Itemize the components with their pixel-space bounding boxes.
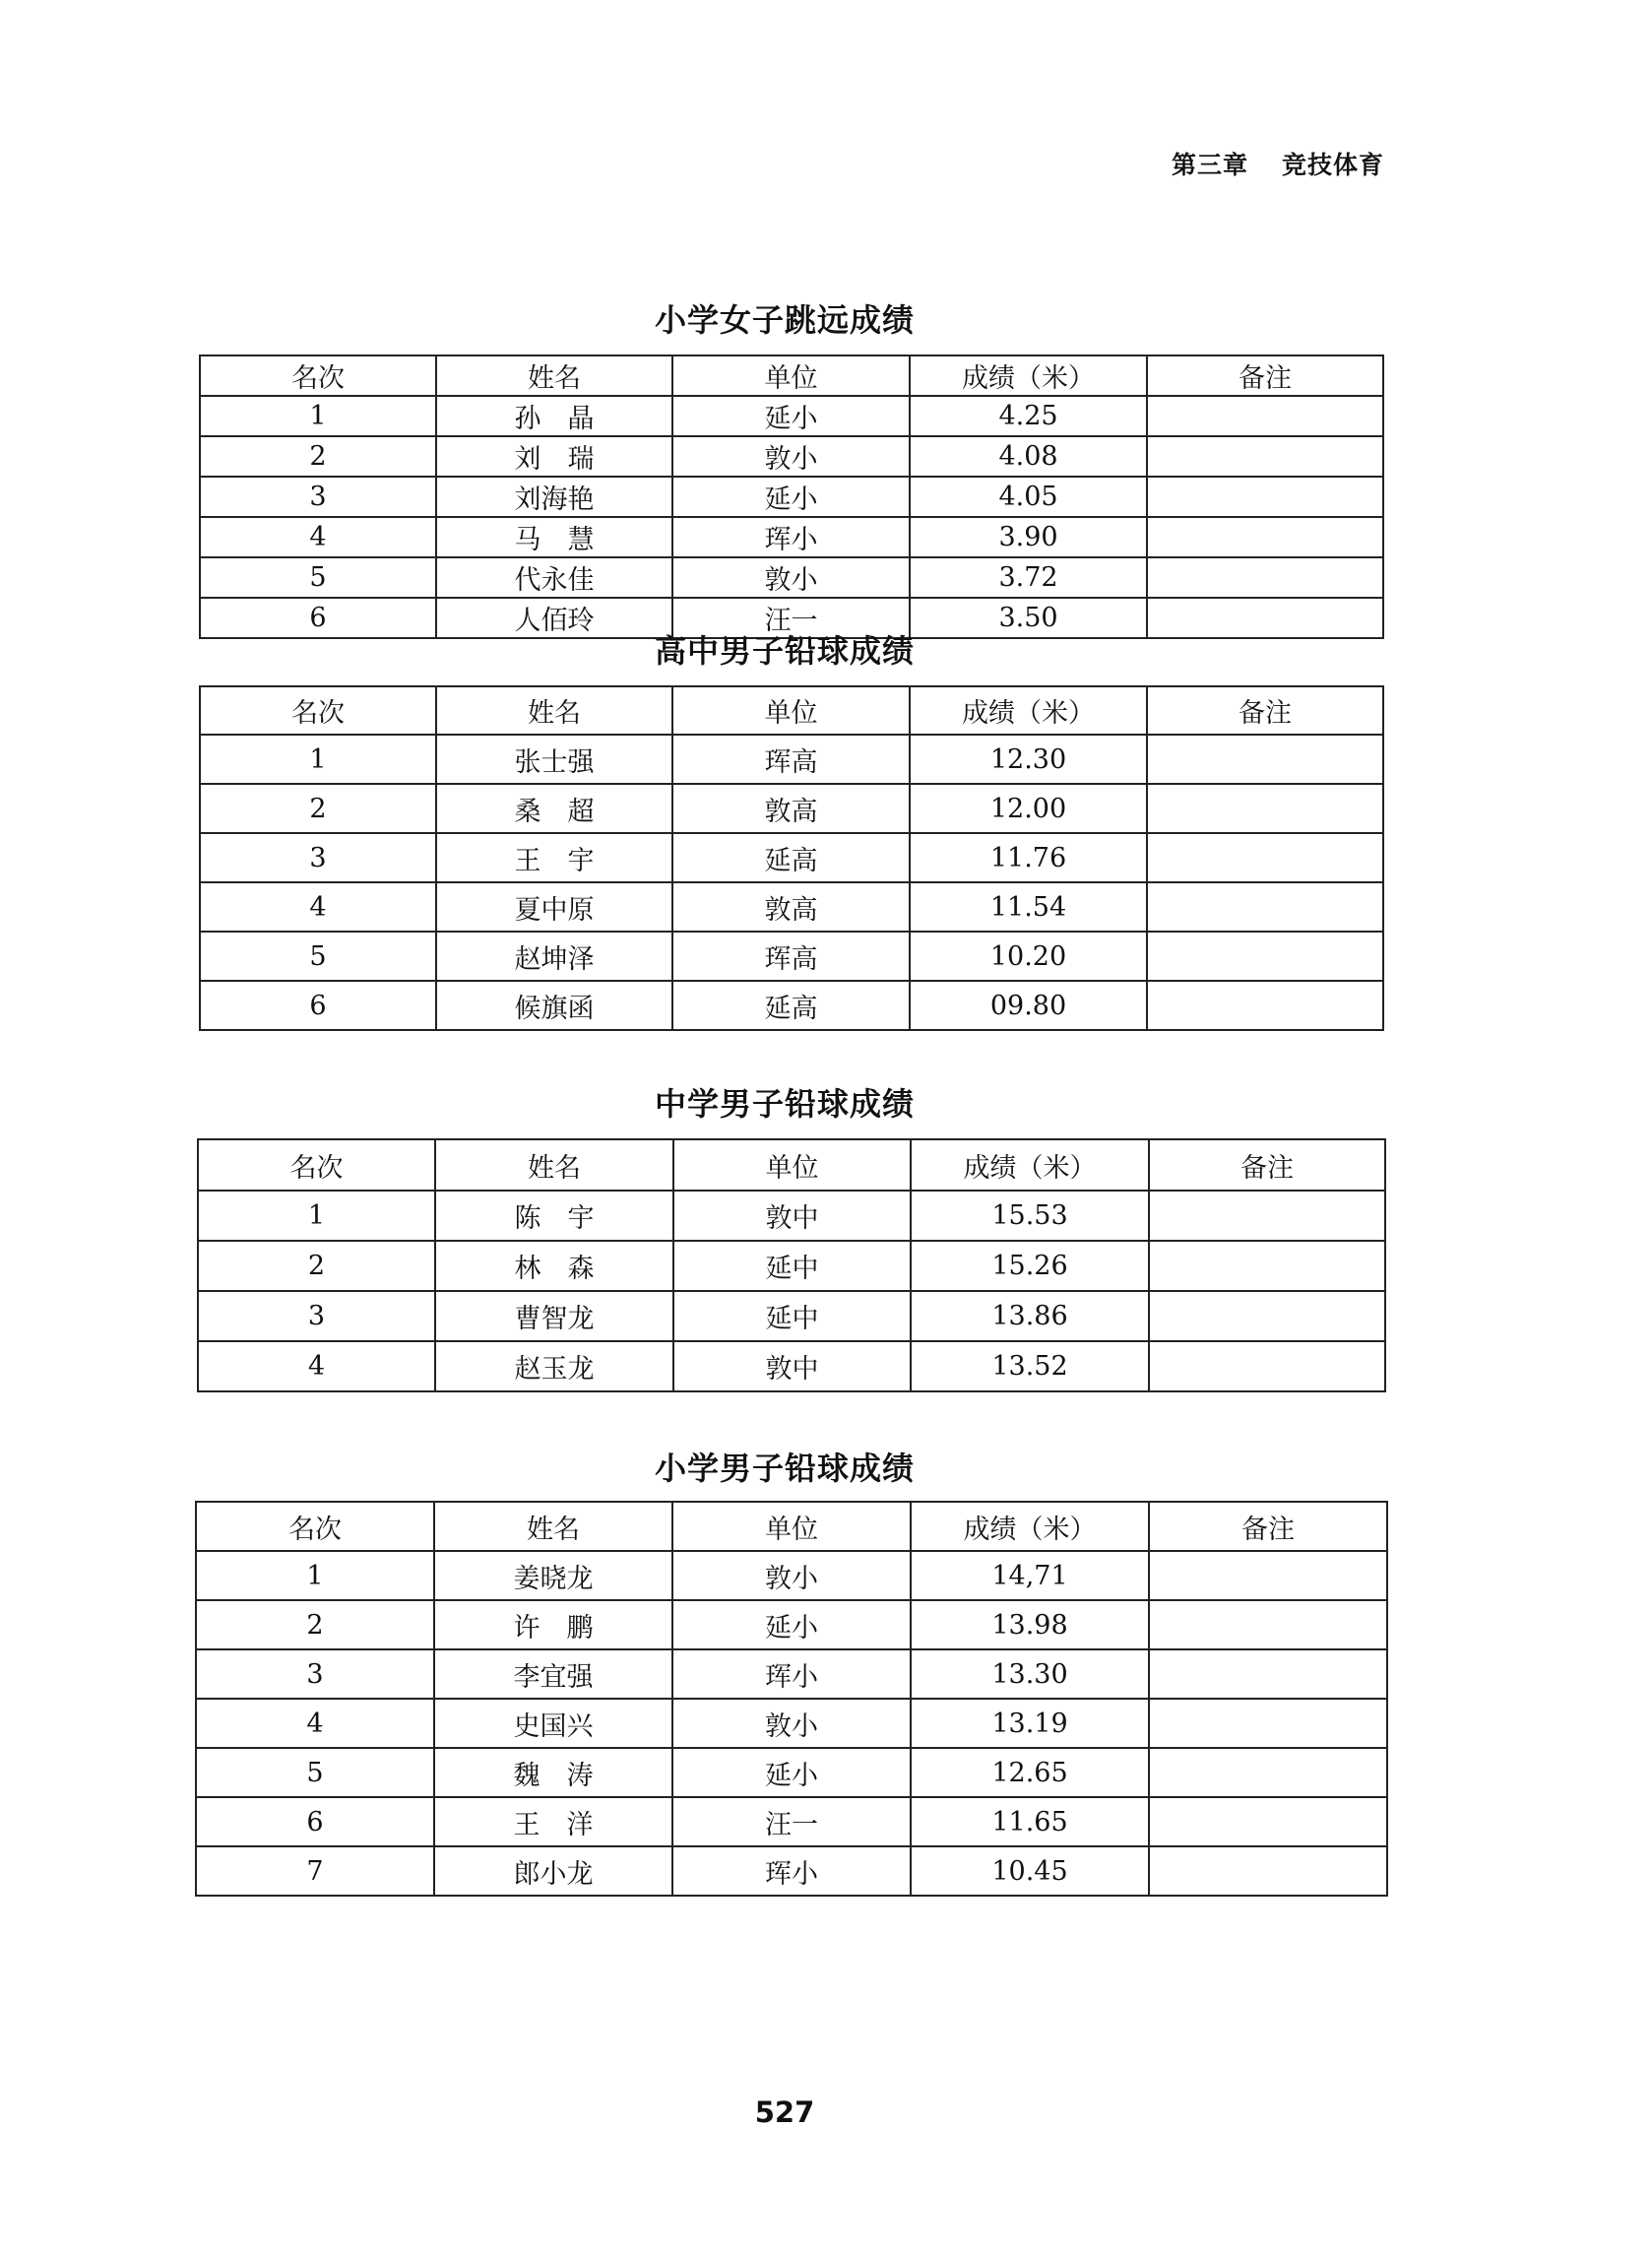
table-row — [196, 1649, 1387, 1699]
rank-cell: 3 — [196, 1649, 434, 1699]
column-header: 姓名 — [434, 1502, 672, 1551]
table-row — [198, 1241, 1385, 1291]
score-cell: 12.30 — [910, 735, 1147, 784]
column-header: 备注 — [1147, 686, 1383, 735]
page-number: 527 — [754, 2096, 815, 2129]
remarks-cell — [1147, 735, 1383, 784]
remarks-cell — [1149, 1846, 1387, 1896]
column-header: 成绩（米） — [911, 1502, 1149, 1551]
rank-cell: 5 — [200, 932, 436, 981]
unit-cell: 珲小 — [672, 1846, 911, 1896]
remarks-cell — [1149, 1649, 1387, 1699]
remarks-cell — [1149, 1600, 1387, 1649]
remarks-cell — [1149, 1551, 1387, 1600]
table-row — [196, 1600, 1387, 1649]
table-row — [198, 1341, 1385, 1391]
name-cell: 桑 超 — [436, 784, 672, 833]
score-cell: 11.76 — [910, 833, 1147, 882]
section-label: 竞技体育 — [1282, 151, 1385, 179]
column-header: 成绩（米） — [911, 1139, 1149, 1191]
results-table-3 — [197, 1138, 1386, 1392]
results-table-2 — [199, 685, 1384, 1031]
remarks-cell — [1147, 833, 1383, 882]
table-row — [196, 1846, 1387, 1896]
unit-cell: 珲高 — [672, 932, 910, 981]
score-cell: 4.05 — [910, 477, 1147, 517]
name-cell: 赵坤泽 — [436, 932, 672, 981]
table-row — [198, 1191, 1385, 1241]
name-cell: 李宜强 — [434, 1649, 672, 1699]
table-row — [200, 981, 1383, 1030]
name-cell: 林 森 — [435, 1241, 673, 1291]
score-cell: 10.45 — [911, 1846, 1149, 1896]
results-table-1 — [199, 355, 1384, 639]
table-row — [200, 735, 1383, 784]
rank-cell: 6 — [200, 598, 436, 638]
column-header: 姓名 — [436, 355, 672, 396]
unit-cell: 延高 — [672, 833, 910, 882]
table-header-row — [196, 1502, 1387, 1551]
table-row — [200, 557, 1383, 598]
table-row — [200, 833, 1383, 882]
column-header: 名次 — [196, 1502, 434, 1551]
unit-cell: 延小 — [672, 1600, 911, 1649]
score-cell: 13.19 — [911, 1699, 1149, 1748]
unit-cell: 敦小 — [672, 557, 910, 598]
unit-cell: 汪一 — [672, 1797, 911, 1846]
table-row — [196, 1797, 1387, 1846]
unit-cell: 汪一 — [672, 598, 910, 638]
rank-cell: 5 — [200, 557, 436, 598]
score-cell: 13.30 — [911, 1649, 1149, 1699]
name-cell: 史国兴 — [434, 1699, 672, 1748]
name-cell: 张士强 — [436, 735, 672, 784]
rank-cell: 3 — [200, 833, 436, 882]
name-cell: 曹智龙 — [435, 1291, 673, 1341]
unit-cell: 珲高 — [672, 735, 910, 784]
score-cell: 3.50 — [910, 598, 1147, 638]
remarks-cell — [1147, 557, 1383, 598]
table-title: 小学女子跳远成绩 — [654, 301, 915, 339]
column-header: 备注 — [1147, 355, 1383, 396]
table-row — [200, 932, 1383, 981]
score-cell: 4.08 — [910, 436, 1147, 477]
name-cell: 赵玉龙 — [435, 1341, 673, 1391]
table-row — [196, 1748, 1387, 1797]
score-cell: 3.72 — [910, 557, 1147, 598]
column-header: 姓名 — [435, 1139, 673, 1191]
column-header: 名次 — [200, 355, 436, 396]
remarks-cell — [1149, 1699, 1387, 1748]
column-header: 成绩（米） — [910, 686, 1147, 735]
name-cell: 刘 瑞 — [436, 436, 672, 477]
rank-cell: 1 — [198, 1191, 435, 1241]
remarks-cell — [1149, 1797, 1387, 1846]
rank-cell: 2 — [200, 436, 436, 477]
remarks-cell — [1147, 396, 1383, 436]
table-row — [200, 882, 1383, 932]
rank-cell: 1 — [200, 735, 436, 784]
column-header: 单位 — [672, 355, 910, 396]
table-header-row — [200, 355, 1383, 396]
name-cell: 刘海艳 — [436, 477, 672, 517]
name-cell: 魏 涛 — [434, 1748, 672, 1797]
table-row — [200, 436, 1383, 477]
name-cell: 王 宇 — [436, 833, 672, 882]
column-header: 成绩（米） — [910, 355, 1147, 396]
column-header: 名次 — [198, 1139, 435, 1191]
column-header: 备注 — [1149, 1139, 1385, 1191]
name-cell: 姜晓龙 — [434, 1551, 672, 1600]
table-row — [200, 784, 1383, 833]
remarks-cell — [1149, 1291, 1385, 1341]
remarks-cell — [1147, 882, 1383, 932]
score-cell: 12.65 — [911, 1748, 1149, 1797]
score-cell: 10.20 — [910, 932, 1147, 981]
table-title: 高中男子铅球成绩 — [654, 632, 915, 670]
name-cell: 夏中原 — [436, 882, 672, 932]
remarks-cell — [1147, 477, 1383, 517]
remarks-cell — [1147, 981, 1383, 1030]
rank-cell: 4 — [200, 517, 436, 557]
rank-cell: 1 — [196, 1551, 434, 1600]
remarks-cell — [1149, 1241, 1385, 1291]
rank-cell: 2 — [200, 784, 436, 833]
table-header-row — [200, 686, 1383, 735]
table-row — [200, 517, 1383, 557]
name-cell: 人佰玲 — [436, 598, 672, 638]
score-cell: 11.65 — [911, 1797, 1149, 1846]
score-cell: 13.52 — [911, 1341, 1149, 1391]
name-cell: 候旗函 — [436, 981, 672, 1030]
table-row — [198, 1291, 1385, 1341]
table-title: 小学男子铅球成绩 — [654, 1450, 915, 1487]
remarks-cell — [1147, 932, 1383, 981]
unit-cell: 敦小 — [672, 436, 910, 477]
chapter-label: 第三章 — [1172, 151, 1249, 179]
unit-cell: 珲小 — [672, 1649, 911, 1699]
score-cell: 13.86 — [911, 1291, 1149, 1341]
table-row — [200, 396, 1383, 436]
rank-cell: 2 — [198, 1241, 435, 1291]
column-header: 单位 — [673, 1139, 911, 1191]
table-row — [200, 477, 1383, 517]
unit-cell: 延小 — [672, 1748, 911, 1797]
remarks-cell — [1147, 784, 1383, 833]
column-header: 单位 — [672, 1502, 911, 1551]
results-table-4 — [195, 1501, 1388, 1897]
table-row — [196, 1699, 1387, 1748]
name-cell: 王 洋 — [434, 1797, 672, 1846]
unit-cell: 敦高 — [672, 784, 910, 833]
score-cell: 13.98 — [911, 1600, 1149, 1649]
unit-cell: 敦小 — [672, 1551, 911, 1600]
unit-cell: 延小 — [672, 477, 910, 517]
rank-cell: 3 — [200, 477, 436, 517]
table-header-row — [198, 1139, 1385, 1191]
unit-cell: 延小 — [672, 396, 910, 436]
unit-cell: 延高 — [672, 981, 910, 1030]
remarks-cell — [1149, 1191, 1385, 1241]
table-title: 中学男子铅球成绩 — [654, 1085, 915, 1123]
score-cell: 11.54 — [910, 882, 1147, 932]
score-cell: 15.53 — [911, 1191, 1149, 1241]
remarks-cell — [1147, 517, 1383, 557]
remarks-cell — [1149, 1748, 1387, 1797]
unit-cell: 延中 — [673, 1291, 911, 1341]
unit-cell: 珲小 — [672, 517, 910, 557]
name-cell: 代永佳 — [436, 557, 672, 598]
column-header: 姓名 — [436, 686, 672, 735]
unit-cell: 敦小 — [672, 1699, 911, 1748]
rank-cell: 5 — [196, 1748, 434, 1797]
name-cell: 马 慧 — [436, 517, 672, 557]
unit-cell: 敦高 — [672, 882, 910, 932]
name-cell: 郎小龙 — [434, 1846, 672, 1896]
score-cell: 4.25 — [910, 396, 1147, 436]
name-cell: 许 鹏 — [434, 1600, 672, 1649]
unit-cell: 延中 — [673, 1241, 911, 1291]
column-header: 单位 — [672, 686, 910, 735]
rank-cell: 4 — [200, 882, 436, 932]
score-cell: 12.00 — [910, 784, 1147, 833]
remarks-cell — [1149, 1341, 1385, 1391]
rank-cell: 1 — [200, 396, 436, 436]
rank-cell: 3 — [198, 1291, 435, 1341]
rank-cell: 4 — [198, 1341, 435, 1391]
column-header: 名次 — [200, 686, 436, 735]
running-header — [1172, 146, 1384, 181]
score-cell: 15.26 — [911, 1241, 1149, 1291]
name-cell: 孙 晶 — [436, 396, 672, 436]
table-row — [196, 1551, 1387, 1600]
unit-cell: 敦中 — [673, 1341, 911, 1391]
name-cell: 陈 宇 — [435, 1191, 673, 1241]
rank-cell: 2 — [196, 1600, 434, 1649]
score-cell: 3.90 — [910, 517, 1147, 557]
score-cell: 14,71 — [911, 1551, 1149, 1600]
rank-cell: 6 — [196, 1797, 434, 1846]
rank-cell: 6 — [200, 981, 436, 1030]
rank-cell: 4 — [196, 1699, 434, 1748]
unit-cell: 敦中 — [673, 1191, 911, 1241]
rank-cell: 7 — [196, 1846, 434, 1896]
score-cell: 09.80 — [910, 981, 1147, 1030]
remarks-cell — [1147, 436, 1383, 477]
column-header: 备注 — [1149, 1502, 1387, 1551]
